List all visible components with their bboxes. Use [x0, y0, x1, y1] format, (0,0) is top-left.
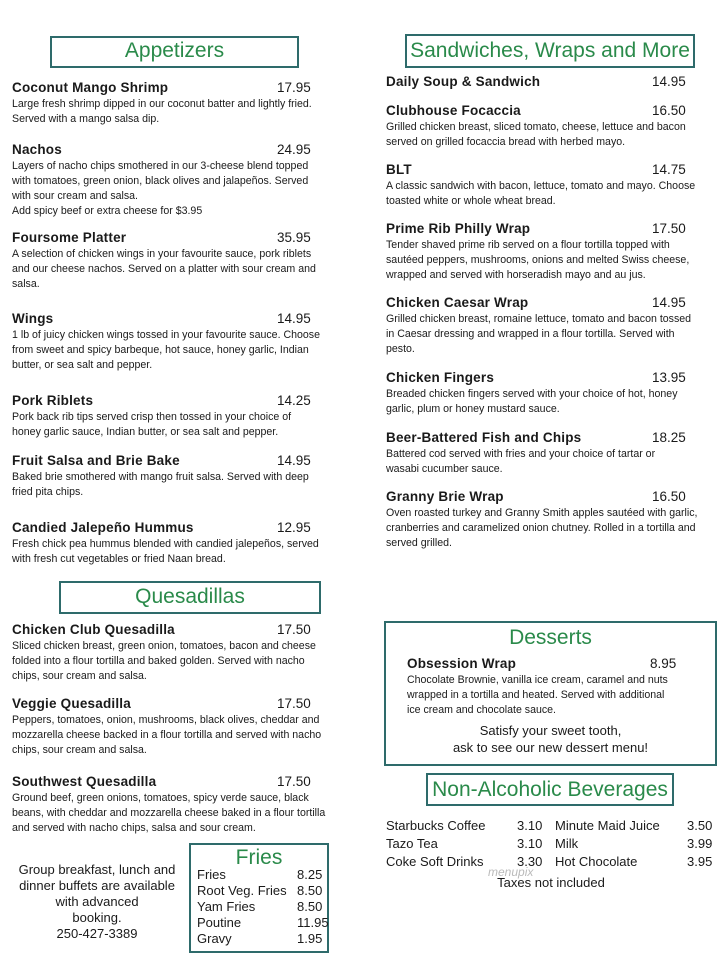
item-price: 13.95 — [652, 370, 686, 385]
desc-line: A classic sandwich with bacon, lettuce, tomato and mayo. Choose — [386, 180, 696, 192]
desc-line: honey garlic sauce, Indian butter, or sea salt and pepper. — [12, 426, 279, 438]
desc-line: served grilled. — [386, 537, 452, 549]
menu-item — [12, 696, 338, 758]
group-note-line: booking. — [72, 910, 122, 925]
beverage-price: 3.10 — [517, 836, 543, 851]
desc-line: with sour cream and salsa. — [12, 190, 139, 202]
beverage-price: 3.99 — [687, 836, 713, 851]
beverages-title: Non-Alcoholic Beverages — [432, 778, 668, 801]
beverage-price: 3.10 — [517, 818, 543, 833]
group-note-line: with advanced — [55, 894, 139, 909]
desc-line: garlic, plum or honey mustard sauce. — [386, 403, 560, 415]
beverage-name: Minute Maid Juice — [555, 818, 660, 833]
menu-item — [386, 430, 716, 477]
menu-item — [386, 162, 716, 209]
item-price: 14.95 — [652, 295, 686, 310]
item-price: 14.95 — [277, 311, 311, 326]
item-description — [386, 447, 716, 477]
beverage-price: 3.30 — [517, 854, 543, 869]
beverage-name: Tazo Tea — [386, 836, 438, 851]
menu-item — [386, 221, 716, 283]
item-name: Beer-Battered Fish and Chips — [386, 430, 582, 445]
desc-line: cranberries and caramelized onion chutney. Rolled in a tortilla and — [386, 522, 696, 534]
desc-line: Served with a mango salsa dip. — [12, 113, 160, 125]
item-description — [12, 537, 338, 567]
fries-item-name: Poutine — [197, 915, 242, 930]
item-name: Chicken Club Quesadilla — [12, 622, 175, 637]
item-price: 18.25 — [652, 430, 686, 445]
item-description — [386, 120, 716, 150]
fries-item-price: 8.50 — [297, 883, 323, 898]
item-name: Southwest Quesadilla — [12, 774, 157, 789]
item-description — [12, 470, 338, 500]
fries-item-price: 8.25 — [297, 867, 323, 882]
desc-line: Sliced chicken breast, green onion, tomatoes, bacon and cheese — [12, 640, 316, 652]
desc-line: Baked brie smothered with mango fruit salsa. Served with deep — [12, 471, 309, 483]
menu-item — [386, 74, 716, 89]
item-name: BLT — [386, 162, 412, 177]
desc-line: beans, with cheddar and mozzarella cheese baked in a flour tortilla — [12, 807, 326, 819]
beverages-list — [386, 818, 716, 878]
desc-line: wasabi cucumber sauce. — [386, 463, 503, 475]
desc-line: fried pita chips. — [12, 486, 84, 498]
item-description — [386, 387, 716, 417]
appetizers-title: Appetizers — [124, 39, 225, 62]
desc-line: Ground beef, green onions, tomatoes, spicy verde sauce, black — [12, 792, 309, 804]
desc-line: Fresh chick pea hummus blended with candied jalepeños, served — [12, 538, 319, 550]
desc-line: served on grilled focaccia bread with herbed mayo. — [386, 136, 626, 148]
item-name: Obsession Wrap — [407, 656, 517, 671]
quesadillas-title: Quesadillas — [135, 585, 245, 608]
beverage-price: 3.50 — [687, 818, 713, 833]
item-description — [407, 673, 677, 718]
beverage-name: Milk — [555, 836, 579, 851]
item-description — [12, 328, 338, 373]
item-price: 14.95 — [277, 453, 311, 468]
item-name: Pork Riblets — [12, 393, 94, 408]
item-name: Nachos — [12, 142, 62, 157]
desc-line: and served with nacho chips, salsa and sour cream. — [12, 822, 256, 834]
desc-line: in Caesar dressing and wrapped in a flour tortilla. Served with — [386, 328, 675, 340]
desc-line: folded into a flour tortilla and baked golden. Served with nacho — [12, 655, 305, 667]
desc-line: Chocolate Brownie, vanilla ice cream, caramel and nuts — [407, 674, 668, 686]
group-note-line: dinner buffets are available — [19, 878, 175, 893]
desc-line: chips, sour cream and salsa. — [12, 670, 147, 682]
desc-line: Pork back rib tips served crisp then tossed in your choice of — [12, 411, 292, 423]
desc-line: Tender shaved prime rib served on a flour tortilla topped with — [386, 239, 670, 251]
desc-line: with fresh cut vegetables or fried Naan bread. — [12, 553, 226, 565]
desc-line: ice cream and chocolate sauce. — [407, 704, 556, 716]
item-description — [12, 247, 338, 292]
menu-item — [386, 103, 716, 150]
desc-line: Grilled chicken breast, sliced tomato, cheese, lettuce and bacon — [386, 121, 686, 133]
item-description — [12, 97, 338, 127]
beverage-name: Starbucks Coffee — [386, 818, 486, 833]
menu-item — [386, 489, 716, 551]
desc-line: chips, sour cream and salsa. — [12, 744, 147, 756]
desc-line: Large fresh shrimp dipped in our coconut batter and lightly fried. — [12, 98, 312, 110]
menu-item — [12, 774, 338, 836]
item-price: 14.95 — [652, 74, 686, 89]
fries-item-name: Fries — [197, 867, 226, 882]
fries-item-name: Gravy — [197, 931, 232, 946]
beverage-price: 3.95 — [687, 854, 713, 869]
desc-line: Layers of nacho chips smothered in our 3-cheese blend topped — [12, 160, 309, 172]
item-name: Coconut Mango Shrimp — [12, 80, 169, 95]
item-name: Daily Soup & Sandwich — [386, 74, 541, 89]
desc-line: Breaded chicken fingers served with your choice of hot, honey — [386, 388, 678, 400]
dessert-item — [407, 656, 677, 718]
item-name: Clubhouse Focaccia — [386, 103, 521, 118]
menu-item — [12, 393, 338, 440]
fries-item-price: 11.95 — [297, 915, 329, 930]
item-price: 17.95 — [277, 80, 311, 95]
fries-item-price: 1.95 — [297, 931, 323, 946]
desc-line: A selection of chicken wings in your favourite sauce, pork riblets — [12, 248, 312, 260]
item-name: Chicken Caesar Wrap — [386, 295, 529, 310]
beverage-name: Coke Soft Drinks — [386, 854, 484, 869]
item-price: 14.25 — [277, 393, 311, 408]
desc-line: wrapped and served with horseradish mayo and au jus. — [386, 269, 646, 281]
sandwiches-title: Sandwiches, Wraps and More — [410, 39, 690, 62]
desc-line: and our cheese nachos. Served on a platter with sour cream and — [12, 263, 316, 275]
item-description — [386, 312, 716, 357]
item-name: Prime Rib Philly Wrap — [386, 221, 531, 236]
desc-line: 1 lb of juicy chicken wings tossed in your favourite sauce. Choose — [12, 329, 320, 341]
desc-line: with tomatoes, green onion, black olives and jalapeños. Served — [12, 175, 309, 187]
taxes-note: Taxes not included — [497, 875, 605, 890]
desc-line: Grilled chicken breast, romaine lettuce, tomato and bacon tossed — [386, 313, 692, 325]
item-price: 24.95 — [277, 142, 311, 157]
fries-item-name: Root Veg. Fries — [197, 883, 287, 898]
item-price: 12.95 — [277, 520, 311, 535]
item-name: Granny Brie Wrap — [386, 489, 504, 504]
desc-line: Battered cod served with fries and your choice of tartar or — [386, 448, 656, 460]
group-note-line: Group breakfast, lunch and — [18, 862, 176, 877]
menu-item — [386, 370, 716, 417]
fries-item-price: 8.50 — [297, 899, 323, 914]
menu-item — [12, 142, 338, 219]
beverage-name: Hot Chocolate — [555, 854, 638, 869]
menu-item — [12, 453, 338, 500]
desserts-title: Desserts — [509, 626, 592, 649]
item-description — [12, 713, 338, 758]
item-price: 17.50 — [277, 774, 311, 789]
group-booking-note — [12, 862, 182, 942]
dessert-note-line: ask to see our new dessert menu! — [452, 740, 649, 755]
desc-line: Add spicy beef or extra cheese for $3.95 — [12, 205, 203, 217]
menu-item — [12, 520, 338, 567]
item-description — [12, 639, 338, 684]
fries-title: Fries — [235, 846, 283, 869]
desc-line: mozzarella cheese backed in a flour tortilla and served with nacho — [12, 729, 322, 741]
desc-line: Peppers, tomatoes, onion, mushrooms, black olives, cheddar and — [12, 714, 320, 726]
group-note-phone: 250-427-3389 — [56, 926, 138, 941]
item-name: Foursome Platter — [12, 230, 127, 245]
dessert-note — [384, 722, 717, 756]
item-price: 35.95 — [277, 230, 311, 245]
item-description — [12, 159, 338, 219]
desc-line: Oven roasted turkey and Granny Smith apples sautéed with garlic, — [386, 507, 698, 519]
desc-line: sautéed peppers, mushrooms, onions and melted Swiss cheese, — [386, 254, 690, 266]
watermark: menupix — [488, 865, 534, 879]
item-name: Candied Jalepeño Hummus — [12, 520, 194, 535]
desc-line: toasted white or whole wheat bread. — [386, 195, 556, 207]
item-price: 16.50 — [652, 489, 686, 504]
dessert-note-line: Satisfy your sweet tooth, — [479, 723, 622, 738]
item-name: Wings — [12, 311, 54, 326]
menu-item — [12, 622, 338, 684]
menu-item — [12, 230, 338, 292]
item-price: 8.95 — [650, 656, 677, 671]
item-price: 17.50 — [277, 622, 311, 637]
item-description — [386, 506, 716, 551]
menu-item — [12, 80, 338, 127]
item-price: 16.50 — [652, 103, 686, 118]
item-name: Fruit Salsa and Brie Bake — [12, 453, 180, 468]
desc-line: butter, or sea salt and pepper. — [12, 359, 153, 371]
item-price: 14.75 — [652, 162, 686, 177]
menu-item — [12, 311, 338, 373]
item-description — [12, 791, 338, 836]
desc-line: from sweet and spicy barbeque, hot sauce, honey garlic, Indian — [12, 344, 309, 356]
item-description — [386, 179, 716, 209]
item-name: Veggie Quesadilla — [12, 696, 131, 711]
desc-line: salsa. — [12, 278, 40, 290]
menu-item — [386, 295, 716, 357]
item-description — [12, 410, 338, 440]
fries-item-name: Yam Fries — [197, 899, 256, 914]
desc-line: pesto. — [386, 343, 415, 355]
item-price: 17.50 — [652, 221, 686, 236]
item-name: Chicken Fingers — [386, 370, 495, 385]
item-description — [386, 238, 716, 283]
desc-line: wrapped in a tortilla and heated. Served with additional — [407, 689, 665, 701]
item-price: 17.50 — [277, 696, 311, 711]
